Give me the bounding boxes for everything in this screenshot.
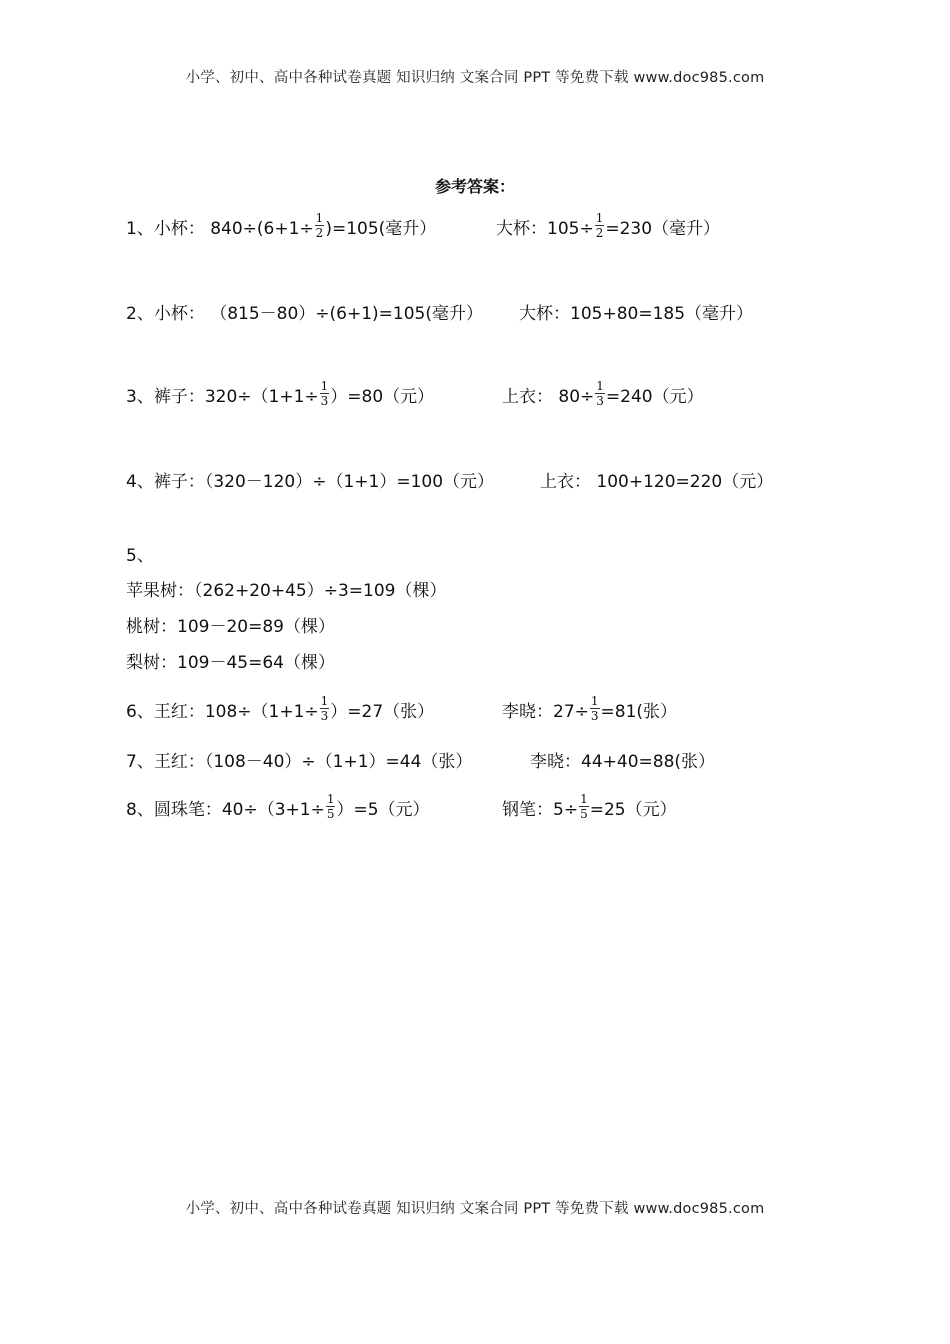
answer-2 xyxy=(126,301,826,327)
answer-6-li-xiao: 李晓：27÷ $\frac{1}{3}$ =81(张） xyxy=(502,693,678,723)
answer-5-pear: 梨树：109－45=64（棵） xyxy=(126,653,335,673)
answer-3-pants: 3、裤子：320÷（1+1÷ $\frac{1}{3}$ ）=80（元） xyxy=(126,378,435,408)
answer-1-small-cup: 1、小杯： 840÷(6+1÷ $\frac{1}{2}$ )=105(毫升） xyxy=(126,210,437,240)
answer-8 xyxy=(126,791,826,823)
answer-1 xyxy=(126,210,826,242)
answer-8-pen: 钢笔：5÷ $\frac{1}{5}$ =25（元） xyxy=(502,791,677,821)
answer-4-top: 上衣： 100+120=220（元） xyxy=(540,472,774,492)
answers-title: 参考答案： xyxy=(434,177,515,196)
fraction: $\frac{1}{3}$ xyxy=(596,378,604,408)
answer-6 xyxy=(126,693,826,725)
page-footer: 小学、初中、高中各种试卷真题 知识归纳 文案合同 PPT 等免费下载 www.doc985.com xyxy=(185,1201,765,1217)
fraction: $\frac{1}{3}$ xyxy=(320,693,329,723)
answer-1-big-cup: 大杯：105÷ $\frac{1}{2}$ =230（毫升） xyxy=(496,210,721,240)
fraction: $\frac{1}{3}$ xyxy=(320,378,329,408)
answer-6-wang-hong: 6、王红：108÷（1+1÷ $\frac{1}{3}$ ）=27（张） xyxy=(126,693,435,723)
answer-3-top: 上衣： 80÷ $\frac{1}{3}$ =240（元） xyxy=(502,378,704,408)
answer-2-small-cup: 2、小杯： （815－80）÷(6+1)=105(毫升） xyxy=(126,304,484,324)
answer-7-li-xiao: 李晓：44+40=88(张） xyxy=(530,752,716,772)
answer-5-apple: 苹果树：（262+20+45）÷3=109（棵） xyxy=(126,581,447,601)
answer-5-label: 5、 xyxy=(126,546,154,566)
fraction: $\frac{1}{2}$ xyxy=(315,210,324,240)
answer-4-pants: 4、裤子：（320－120）÷（1+1）=100（元） xyxy=(126,472,495,492)
answer-5-peach: 桃树：109－20=89（棵） xyxy=(126,617,335,637)
fraction: $\frac{1}{3}$ xyxy=(590,693,599,723)
fraction: $\frac{1}{2}$ xyxy=(595,210,604,240)
answer-8-ballpen: 8、圆珠笔：40÷（3+1÷ $\frac{1}{5}$ ）=5（元） xyxy=(126,791,430,821)
answer-7 xyxy=(126,749,826,775)
fraction: $\frac{1}{5}$ xyxy=(326,791,335,821)
page-header: 小学、初中、高中各种试卷真题 知识归纳 文案合同 PPT 等免费下载 www.doc985.com xyxy=(185,70,765,86)
answer-7-wang-hong: 7、王红：（108－40）÷（1+1）=44（张） xyxy=(126,752,473,772)
fraction: $\frac{1}{5}$ xyxy=(580,791,588,821)
answer-4 xyxy=(126,469,826,495)
answer-3 xyxy=(126,378,826,410)
answer-2-big-cup: 大杯：105+80=185（毫升） xyxy=(519,304,754,324)
